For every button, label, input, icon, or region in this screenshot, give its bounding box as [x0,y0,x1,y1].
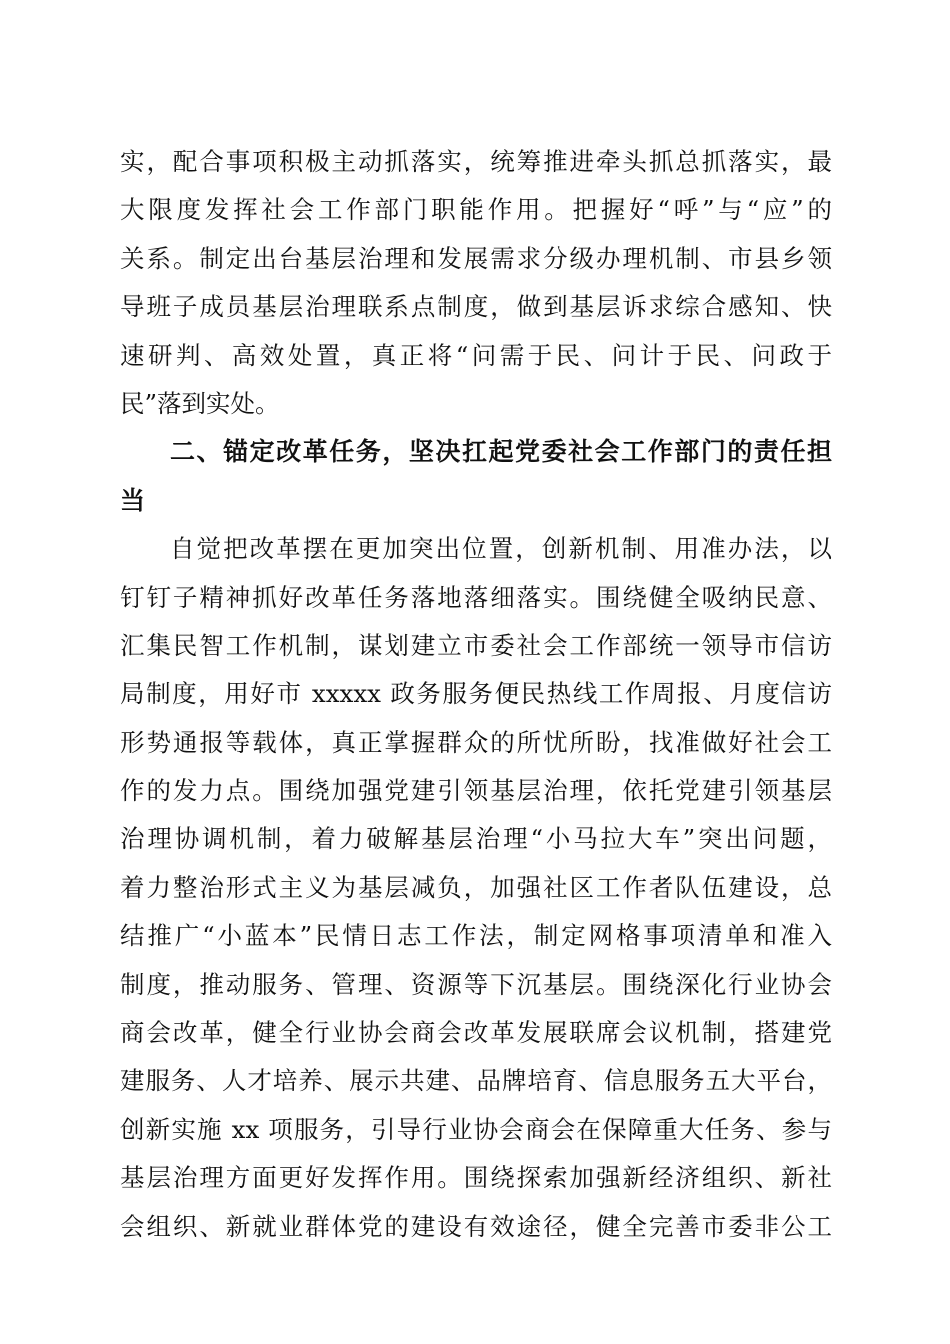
text-line: 治理协调机制，着力破解基层治理“小马拉大车”突出问题， [120,824,832,854]
text-line: 商会改革，健全行业协会商会改革发展联席会议机制，搭建党 [120,1018,832,1048]
text-line: 汇集民智工作机制，谋划建立市委社会工作部统一领导市信访 [120,630,832,660]
text-line: 制度，推动服务、管理、资源等下沉基层。围绕深化行业协会 [120,969,832,999]
text-line: 大限度发挥社会工作部门职能作用。把握好“呼”与“应”的 [120,195,832,225]
text-line: 基层治理方面更好发挥作用。围绕探索加强新经济组织、新社 [120,1163,832,1193]
text-line: 实，配合事项积极主动抓落实，统筹推进牵头抓总抓落实，最 [120,147,832,176]
text-line: 会组织、新就业群体党的建设有效途径，健全完善市委非公工 [120,1211,832,1241]
text-line: 创新实施 xx 项服务，引导行业协会商会在保障重大任务、参与 [120,1114,832,1144]
text-line: 结推广“小蓝本”民情日志工作法，制定网格事项清单和准入 [120,921,832,951]
text-line: 局制度，用好市 xxxxx 政务服务便民热线工作周报、月度信访 [120,679,832,709]
document-body [120,138,832,1251]
text-line: 形势通报等载体，真正掌握群众的所忧所盼，找准做好社会工 [120,727,832,757]
text-line: 钉钉子精神抓好改革任务落地落细落实。围绕健全吸纳民意、 [120,582,832,612]
text-line: 导班子成员基层治理联系点制度，做到基层诉求综合感知、快 [120,292,832,322]
heading-line: 当 [120,485,146,515]
heading-line: 二、锚定改革任务，坚决扛起党委社会工作部门的责任担 [170,437,832,467]
paragraph-continuation [120,138,832,428]
text-line: 作的发力点。围绕加强党建引领基层治理，依托党建引领基层 [120,776,832,806]
paragraph-body [120,525,832,1251]
text-line: 民”落到实处。 [120,388,280,418]
text-line: 速研判、高效处置，真正将“问需于民、问计于民、问政于 [120,340,832,370]
text-line: 建服务、人才培养、展示共建、品牌培育、信息服务五大平台， [120,1066,832,1096]
text-line: 着力整治形式主义为基层减负，加强社区工作者队伍建设，总 [120,872,832,902]
text-line: 关系。制定出台基层治理和发展需求分级办理机制、市县乡领 [120,243,832,273]
section-heading [120,428,832,525]
text-line: 自觉把改革摆在更加突出位置，创新机制、用准办法，以 [170,534,832,564]
